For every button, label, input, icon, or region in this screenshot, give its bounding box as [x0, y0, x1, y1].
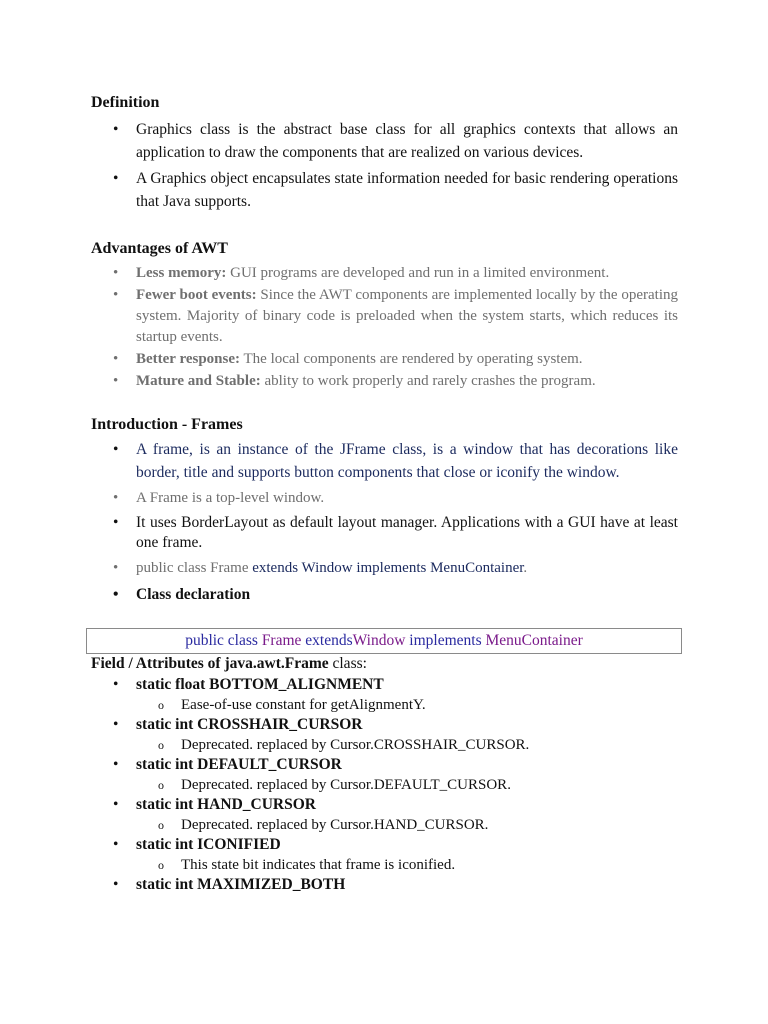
- bullet-icon: •: [113, 716, 119, 733]
- bullet-icon: •: [113, 676, 119, 693]
- list-item: • A Frame is a top-level window.: [113, 487, 678, 510]
- field-item: • static int CROSSHAIR_CURSOR: [113, 716, 363, 733]
- field-description: o Ease-of-use constant for getAlignmentY.: [158, 697, 426, 713]
- list-item: • It uses BorderLayout as default layout manager. Applications with a GUI have at least one frame.: [113, 514, 678, 551]
- list-item: • Class declaration: [113, 583, 678, 606]
- fields-heading: Field / Attributes of java.awt.Frame class:: [91, 655, 367, 672]
- bullet-icon: •: [113, 514, 119, 531]
- bullet-icon: •: [113, 756, 119, 773]
- field-description: o Deprecated. replaced by Cursor.DEFAULT_CURSOR.: [158, 777, 511, 793]
- bullet-icon: •: [113, 560, 119, 576]
- bullet-icon: •: [113, 287, 119, 303]
- field-description: o This state bit indicates that frame is iconified.: [158, 857, 456, 873]
- bullet-icon: •: [113, 121, 119, 138]
- list-item: • Fewer boot events: Since the AWT components are implemented locally by the operating system. Majority of binary code is preloaded when the system starts, which reduces its startup events.: [113, 287, 678, 345]
- list-item: • Better response: The local components are rendered by operating system.: [113, 349, 678, 370]
- bullet-icon: •: [113, 836, 119, 853]
- list-item: • A frame, is an instance of the JFrame class, is a window that has decorations like border, title and supports button components that close or iconify the window.: [113, 438, 678, 484]
- bullet-icon: •: [113, 351, 119, 367]
- list-item: • Graphics class is the abstract base class for all graphics contexts that allows an application to draw the components that are realized on various devices.: [113, 118, 678, 164]
- circle-bullet-icon: o: [158, 778, 164, 792]
- field-description: o Deprecated. replaced by Cursor.HAND_CURSOR.: [158, 817, 489, 833]
- list-item: • public class Frame extends Window implements MenuContainer.: [113, 557, 678, 580]
- bullet-icon: •: [113, 265, 119, 281]
- introduction-list: [113, 438, 678, 609]
- circle-bullet-icon: o: [158, 698, 164, 712]
- list-item: • Mature and Stable: ablity to work properly and rarely crashes the program.: [113, 371, 678, 392]
- circle-bullet-icon: o: [158, 858, 164, 872]
- bullet-icon: •: [113, 373, 119, 389]
- bullet-icon: •: [113, 586, 119, 603]
- field-description: o Deprecated. replaced by Cursor.CROSSHAIR_CURSOR.: [158, 737, 530, 753]
- fields-list: [113, 675, 673, 895]
- class-declaration-code: public class Frame extendsWindow implements MenuContainer: [86, 628, 682, 654]
- introduction-heading: Introduction - Frames: [91, 416, 243, 433]
- field-item: • static int ICONIFIED: [113, 836, 281, 853]
- field-item: • static int MAXIMIZED_BOTH: [113, 876, 346, 893]
- list-item: • A Graphics object encapsulates state information needed for basic rendering operations that Java supports.: [113, 167, 678, 213]
- advantages-list: [113, 263, 678, 393]
- definition-list: [113, 118, 678, 216]
- field-item: • static float BOTTOM_ALIGNMENT: [113, 676, 384, 693]
- field-item: • static int DEFAULT_CURSOR: [113, 756, 342, 773]
- bullet-icon: •: [113, 170, 119, 187]
- bullet-icon: •: [113, 876, 119, 893]
- bullet-icon: •: [113, 490, 119, 506]
- field-item: • static int HAND_CURSOR: [113, 796, 316, 813]
- list-item: • Less memory: GUI programs are developed and run in a limited environment.: [113, 263, 678, 284]
- bullet-icon: •: [113, 441, 119, 458]
- circle-bullet-icon: o: [158, 818, 164, 832]
- definition-heading: Definition: [91, 94, 160, 111]
- bullet-icon: •: [113, 796, 119, 813]
- advantages-heading: Advantages of AWT: [91, 240, 228, 257]
- circle-bullet-icon: o: [158, 738, 164, 752]
